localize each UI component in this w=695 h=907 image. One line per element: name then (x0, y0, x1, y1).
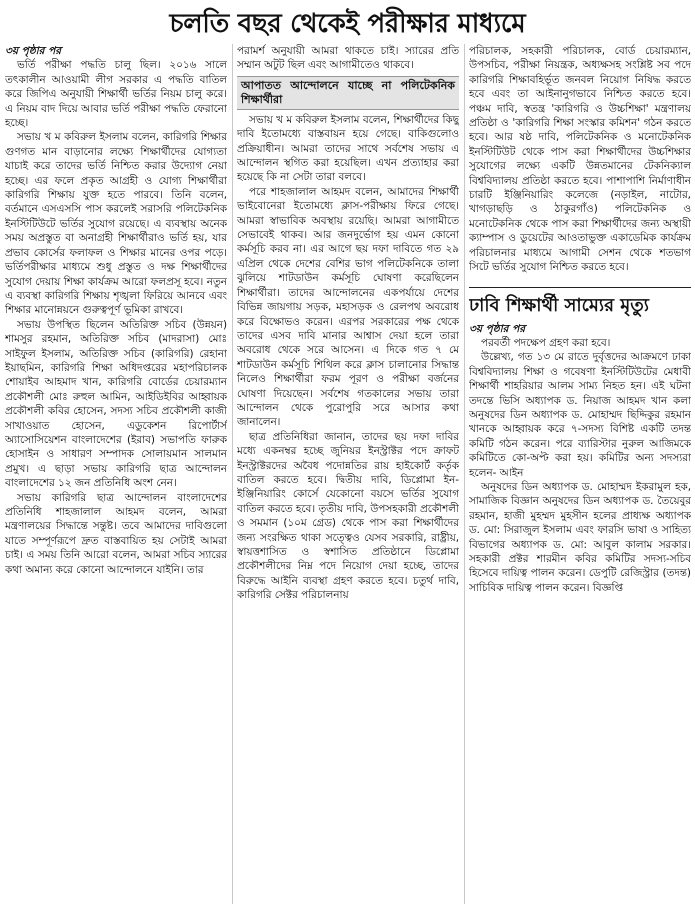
article-column-1 (5, 44, 227, 904)
paragraph: ছাত্র প্রতিনিধিরা জানান, তাদের ছয় দফা দাবির মধ্যে একনম্বর হচ্ছে জুনিয়র ইনস্ট্রাক্টর পদে ক্রাফট ইনস্ট্রাক্টরদের অবৈধ পদোন্নতির রায় হাইকোর্ট কর্তৃক বাতিল করতে হবে। দ্বিতীয় দাবি, ডিপ্লোমা ইন-ইঞ্জিনিয়ারিং কোর্সে যেকোনো বয়সে ভর্তির সুযোগ বাতিল করতে হবে। তৃতীয় দাবি, উপসহকারী প্রকৌশলী ও সমমান (১০ম গ্রেড) থেকে পাস করা শিক্ষার্থীদের জন্য সংরক্ষিত থাকা সত্ত্বেও যেসব সরকারি, রাষ্ট্রীয়, স্বায়ত্তশাসিত ও স্বশাসিত প্রতিষ্ঠানে ডিপ্লোমা প্রকৌশলীদের নিম্ন পদে নিয়োগ দেয়া হচ্ছে, তাদের বিরুদ্ধে আইনি ব্যবস্থা গ্রহণ করতে হবে। চতুর্থ দাবি, কারিগরি সেক্টর পরিচালনায় (237, 430, 459, 602)
paragraph: পরামর্শ অনুযায়ী আমরা থাকতে চাই। স্যারের প্রতি সম্মান অটুট ছিল এবং আগামীতেও থাকবে। (237, 45, 459, 72)
paragraph: সভায় খ ম কবিরুল ইসলাম বলেন, কারিগরি শিক্ষার গুণগত মান বাড়ানোর লক্ষ্যে শিক্ষার্থীদের যোগ্যতা যাচাই করে তাদের ভর্তি নিশ্চিত করার উদ্যোগ নেয়া হচ্ছে। এর ফলে প্রকৃত আগ্রহী ও যোগ্য শিক্ষার্থীরা কারিগরি শিক্ষায় যুক্ত হতে পারবে। তিনি বলেন, বর্তমানে এসএসসি পাস করলেই সরাসরি পলিটেকনিক ইনস্টিটিউটে ভর্তির সুযোগ রয়েছে। এ ব্যবস্থায় অনেক সময় অপ্রস্তুত বা অনাগ্রহী শিক্ষার্থীরাও ভর্তি হয়, যার প্রভাব কোর্সের ফলাফল ও শিক্ষার মানের ওপর পড়ে। ভর্তিপরীক্ষার মাধ্যমে শুধু প্রস্তুত ও দক্ষ শিক্ষার্থীদের সুযোগ দেয়ায় শিক্ষা কার্যক্রম আরো ফলপ্রসূ হবে। নতুন এ ব্যবস্থা কারিগরি শিক্ষায় শৃঙ্খলা ফিরিয়ে আনবে এবং শিক্ষার মানোন্নয়নে গুরুত্বপূর্ণ ভূমিকা রাখবে। (5, 131, 227, 317)
subheadline: আপাতত আন্দোলনে যাচ্ছে না পলিটেকনিক শিক্ষার্থীরা (237, 76, 459, 110)
paragraph: সভায় কারিগরি ছাত্র আন্দোলন বাংলাদেশের প্রতিনিধি শাহজালাল আহমদ বলেন, আমরা মন্ত্রণালয়ের সিদ্ধান্তে সন্তুষ্ট। তবে আমাদের দাবিগুলো যাতে সম্পূর্ণরূপে দ্রুত বাস্তবায়িত হয় সেটাই আমরা চাই। এ সময় তিনি আরো বলেন, আমরা সচিব স্যারের কথা অমান্য করে কোনো আন্দোলনে যাইনি। তার (5, 491, 227, 576)
paragraph: পরবর্তী পদক্ষেপ গ্রহণ করা হবে। (481, 336, 611, 349)
continued-label: ৩য় পৃষ্ঠার পর (469, 322, 526, 335)
paragraph: উল্লেখ্য, গত ১৩ মে রাতে দুর্বৃত্তদের আক্রমণে ঢাকা বিশ্ববিদ্যালয় শিক্ষা ও গবেষণা ইনস্টিটিউটের মেধাবী শিক্ষার্থী শাহরিয়ার আলম সাম্য নিহত হন। এই ঘটনা তদন্তে ভিসি অধ্যাপক ড. নিয়াজ আহমদ খান কলা অনুষদের ডিন অধ্যাপক ড. মোহাম্মদ ছিদ্দিকুর রহমান খানকে আহ্বায়ক করে ৭-সদস্য বিশিষ্ট একটি তদন্ত কমিটি গঠন করেন। পরে ব্যারিস্টার নুরুল আজিমকে কমিটিতে কো-অপ্ট করা হয়। কমিটির অন্য সদস্যরা হলেন- আইন (469, 351, 691, 479)
continued-label: ৩য় পৃষ্ঠার পর (5, 45, 62, 57)
paragraph: ভর্তি পরীক্ষা পদ্ধতি চালু ছিল। ২০১৬ সালে তৎকালীন আওয়ামী লীগ সরকার এ পদ্ধতি বাতিল করে জিপিএ অনুযায়ী শিক্ষার্থী ভর্তির নিয়ম চালু করে। এ নিয়ম বাদ দিয়ে আবার ভর্তি পরীক্ষা পদ্ধতি ফেরানো হচ্ছে। (5, 59, 227, 130)
paragraph: পরিচালক, সহকারী পরিচালক, বোর্ড চেয়ারম্যান, উপসচিব, পরীক্ষা নিয়ন্ত্রক, অধ্যক্ষসহ সংশ্লিষ্ট সব পদে কারিগরি শিক্ষাবহির্ভূত জনবল নিয়োগ নিষিদ্ধ করতে হবে এবং তা আইনানুগভাবে নিশ্চিত করতে হবে। পঞ্চম দাবি, স্বতন্ত্র 'কারিগরি ও উচ্চশিক্ষা' মন্ত্রণালয় প্রতিষ্ঠা ও 'কারিগরি শিক্ষা সংস্কার কমিশন' গঠন করতে হবে। আর ষষ্ঠ দাবি, পলিটেকনিক ও মনোটেকনিক ইনস্টিটিউট থেকে পাস করা শিক্ষার্থীদের উচ্চশিক্ষার সুযোগের লক্ষ্যে একটি উন্নতমানের টেকনিক্যাল বিশ্ববিদ্যালয় প্রতিষ্ঠা করতে হবে। পাশাপাশি নির্মাণাধীন চারটি ইঞ্জিনিয়ারিং কলেজে (নড়াইল, নাটোর, খাগড়াছড়ি ও ঠাকুরগাঁও) পলিটেকনিক ও মনোটেকনিক থেকে পাস করা শিক্ষার্থীদের জন্য অস্থায়ী ক্যাম্পাস ও ডুয়েটের আওতাভুক্ত একাডেমিক কার্যক্রম পরিচালনার মাধ্যমে আগামী সেশন থেকে শতভাগ সিটে ভর্তির সুযোগ নিশ্চিত করতে হবে। (469, 45, 691, 274)
second-article-headline: ঢাবি শিক্ষার্থী সাম্যের মৃত্যু (469, 287, 691, 318)
page-headline: চলতি বছর থেকেই পরীক্ষার মাধ্যমে (169, 9, 526, 39)
paragraph: অনুষদের ডিন অধ্যাপক ড. মোহাম্মদ ইকরামুল হক, সামাজিক বিজ্ঞান অনুষদের ডিন অধ্যাপক ড. তৈয়েবুর রহমান, হাজী মুহম্মদ মুহসীন হলের প্রাধ্যক্ষ অধ্যাপক ড. মো: সিরাজুল ইসলাম এবং ফারসি ভাষা ও সাহিত্য বিভাগের অধ্যাপক ড. মো: আবুল কালাম সরকার। সহকারী প্রক্টর শারমীন কবির কমিটির সদস্য-সচিব হিসেবে দায়িত্ব পালন করেন। ডেপুটি রেজিস্ট্রার (তদন্ত) সাচিবিক দায়িত্ব পালন করেন। বিজ্ঞপ্তি (469, 480, 691, 594)
column-divider (232, 44, 233, 904)
article-column-3 (469, 44, 691, 904)
column-divider (464, 44, 465, 904)
paragraph: সভায় খ ম কবিরুল ইসলাম বলেন, শিক্ষার্থীদের কিছু দাবি ইতোমধ্যে বাস্তবায়ন হয়ে গেছে। বাকিগুলোও প্রক্রিয়াধীন। আমরা তাদের সাথে সর্বশেষ সভায় এ আন্দোলন স্থগিত করা হয়েছিল। এখন প্রত্যাহার করা হয়েছে কি না সেটা তারা বলবে। (237, 113, 459, 184)
paragraph: পরে শাহজালাল আহমদ বলেন, আমাদের শিক্ষার্থী ভাইবোনেরা ইতোমধ্যে ক্লাস-পরীক্ষায় ফিরে গেছে। আমরা স্বাভাবিক অবস্থায় রয়েছি। আমরা আগামীতে সেভাবেই থাকব। আর জনদুর্ভোগ হয় এমন কোনো কর্মসূচি করব না। এর আগে ছয় দফা দাবিতে গত ২৯ এপ্রিল থেকে দেশের বেশির ভাগ পলিটেকনিকে তালা ঝুলিয়ে শাটডাউন কর্মসূচি ঘোষণা করেছিলেন শিক্ষার্থীরা। তাদের আন্দোলনের একপর্যায়ে দেশের বিভিন্ন জায়গায় সড়ক, মহাসড়ক ও রেলপথ অবরোধ করে বিক্ষোভও করেন। এরপর সরকারের পক্ষ থেকে তাদের এসব দাবি মানার আশ্বাস দেয়া হলে তারা অবরোধ থেকে সরে আসেন। এ দিকে গত ৭ মে শাটডাউন কর্মসূচি শিথিল করে ক্লাস চালানোর সিদ্ধান্ত নিলেও শিক্ষার্থীরা ফরম পূরণ ও পরীক্ষা বর্জনের ঘোষণা দিয়েছেন। সর্বশেষ গতকালের সভায় তারা আন্দোলন থেকে পুরোপুরি সরে আসার কথা জানালেন। (237, 185, 459, 429)
article-column-2 (237, 44, 459, 904)
paragraph: সভায় উপস্থিত ছিলেন অতিরিক্ত সচিব (উন্নয়ন) শামসুর রহমান, অতিরিক্ত সচিব (মাদরাসা) মোঃ সাইফুল ইসলাম, অতিরিক্ত সচিব (কারিগরি) রেহানা ইয়াছমিন, কারিগরি শিক্ষা অধিদপ্তরের মহাপরিচালক শোয়াইব আহমাদ খান, কারিগরি বোর্ডের চেয়ারম্যান প্রকৌশলী মোঃ রুহুল আমিন, আইডিইবির আহ্বায়ক প্রকৌশলী কবির হোসেন, সদস্য সচিব প্রকৌশলী কাজী সাখাওয়াত হোসেন, এডুকেশন রিপোর্টার্স অ্যাসোসিয়েশন বাংলাদেশের (ইরাব) সভাপতি ফারুক হোসাইন ও সাধারণ সম্পাদক সোলায়মান সালমান প্রমুখ। এ ছাড়া সভায় কারিগরি ছাত্র আন্দোলন বাংলাদেশের ১২ জন প্রতিনিধি অংশ নেন। (5, 318, 227, 490)
